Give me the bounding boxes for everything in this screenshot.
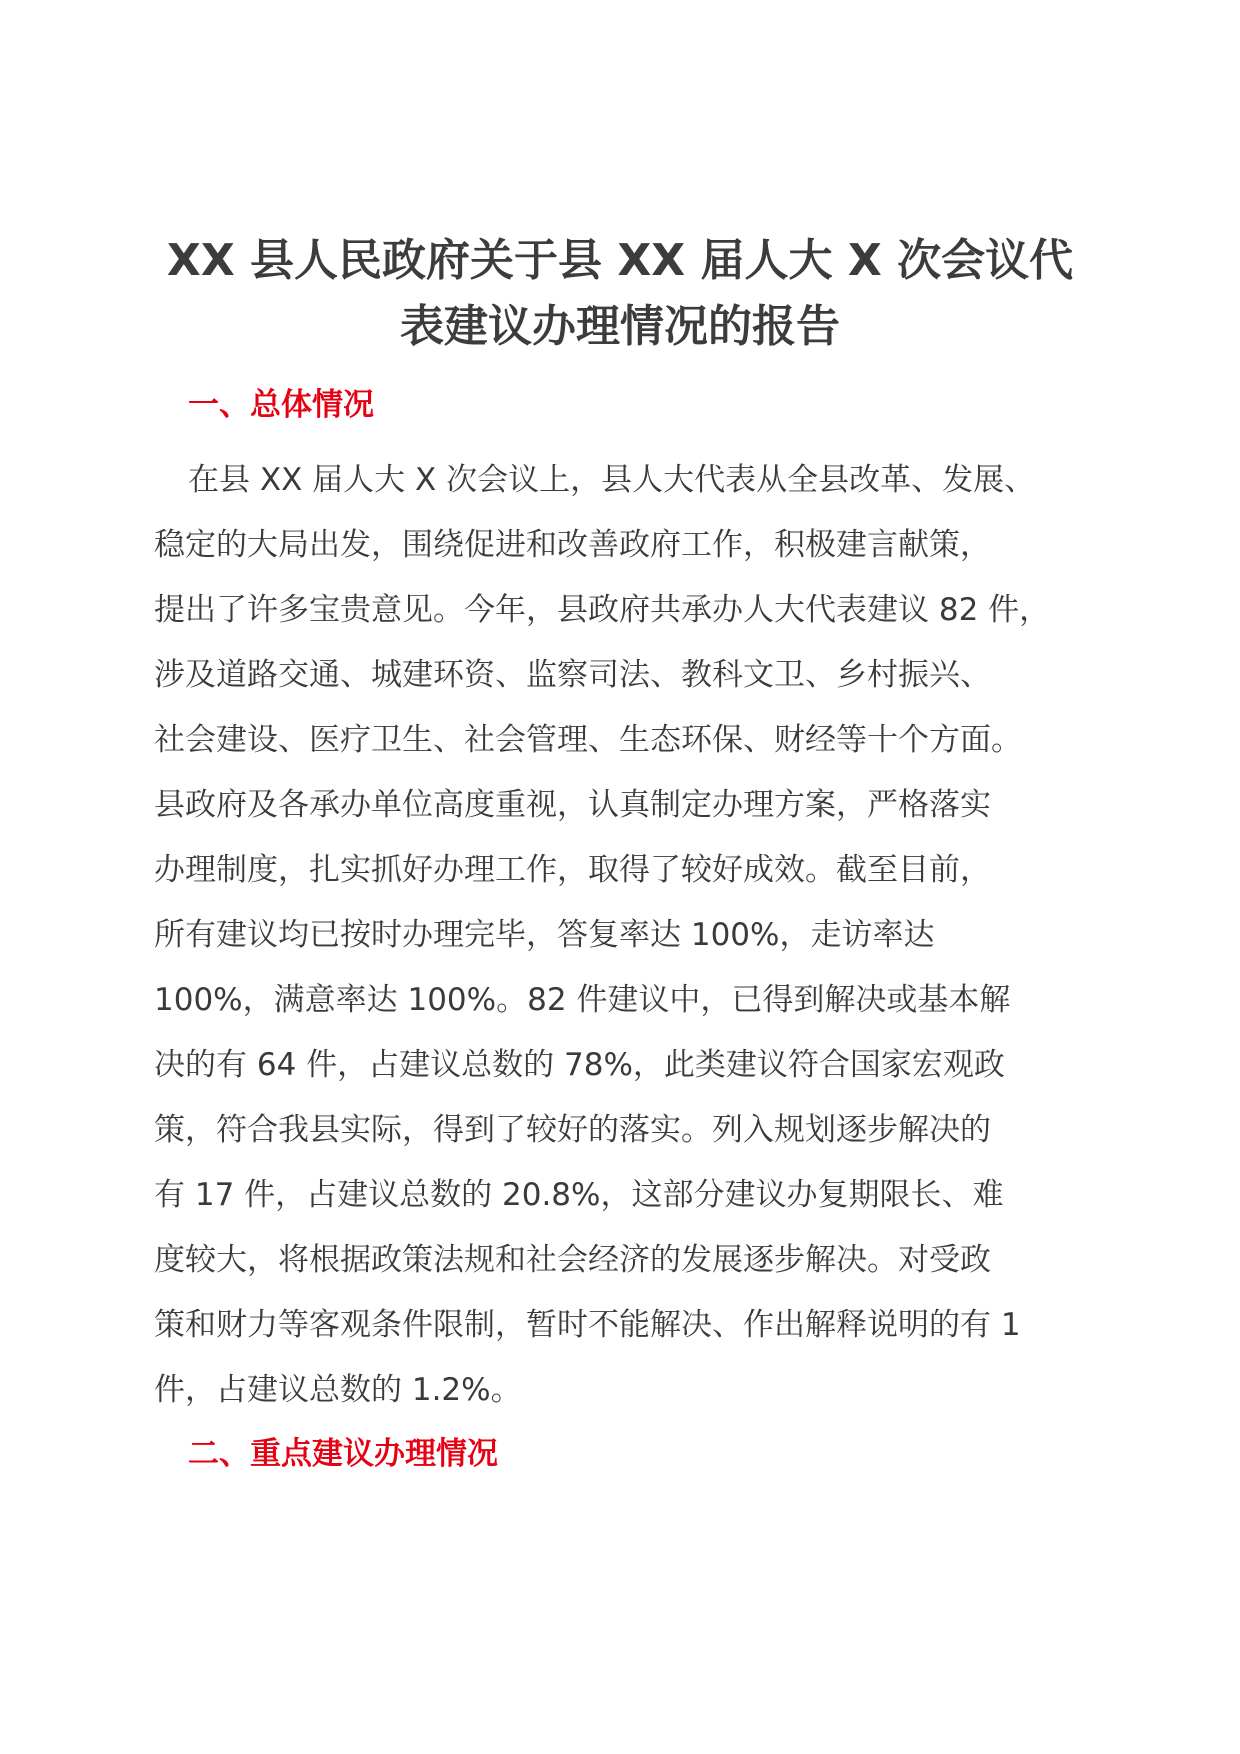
paragraph-line: 县政府及各承办单位高度重视，认真制定办理方案，严格落实	[154, 787, 991, 823]
paragraph-line: 100%，满意率达 100%。82 件建议中，已得到解决或基本解	[154, 982, 1011, 1018]
paragraph-line: 提出了许多宝贵意见。今年，县政府共承办人大代表建议 82 件，	[154, 592, 1051, 628]
section-overview-paragraph	[154, 448, 1114, 1423]
paragraph-line: 所有建议均已按时办理完毕，答复率达 100%，走访率达	[154, 917, 935, 953]
section-heading-key-suggestions: 二、重点建议办理情况	[188, 1436, 498, 1472]
paragraph-line: 策和财力等客观条件限制，暂时不能解决、作出解释说明的有 1	[154, 1307, 1021, 1343]
paragraph-line: 件，占建议总数的 1.2%。	[154, 1372, 522, 1408]
paragraph-line: 度较大，将根据政策法规和社会经济的发展逐步解决。对受政	[154, 1242, 991, 1278]
title-line-2: 表建议办理情况的报告	[400, 301, 840, 352]
document-title	[140, 228, 1100, 360]
paragraph-line: 稳定的大局出发，围绕促进和改善政府工作，积极建言献策，	[154, 527, 991, 563]
paragraph-line: 在县 XX 届人大 X 次会议上，县人大代表从全县改革、发展、	[188, 462, 1036, 498]
paragraph-line: 办理制度，扎实抓好办理工作，取得了较好成效。截至目前，	[154, 852, 991, 888]
paragraph-line: 决的有 64 件，占建议总数的 78%，此类建议符合国家宏观政	[154, 1047, 1005, 1083]
paragraph-line: 社会建设、医疗卫生、社会管理、生态环保、财经等十个方面。	[154, 722, 1022, 758]
paragraph-line: 有 17 件，占建议总数的 20.8%，这部分建议办复期限长、难	[154, 1177, 1004, 1213]
section-heading-overview: 一、总体情况	[188, 387, 374, 423]
paragraph-line: 策，符合我县实际，得到了较好的落实。列入规划逐步解决的	[154, 1112, 991, 1148]
title-line-1: XX 县人民政府关于县 XX 届人大 X 次会议代	[166, 235, 1074, 286]
paragraph-line: 涉及道路交通、城建环资、监察司法、教科文卫、乡村振兴、	[154, 657, 991, 693]
